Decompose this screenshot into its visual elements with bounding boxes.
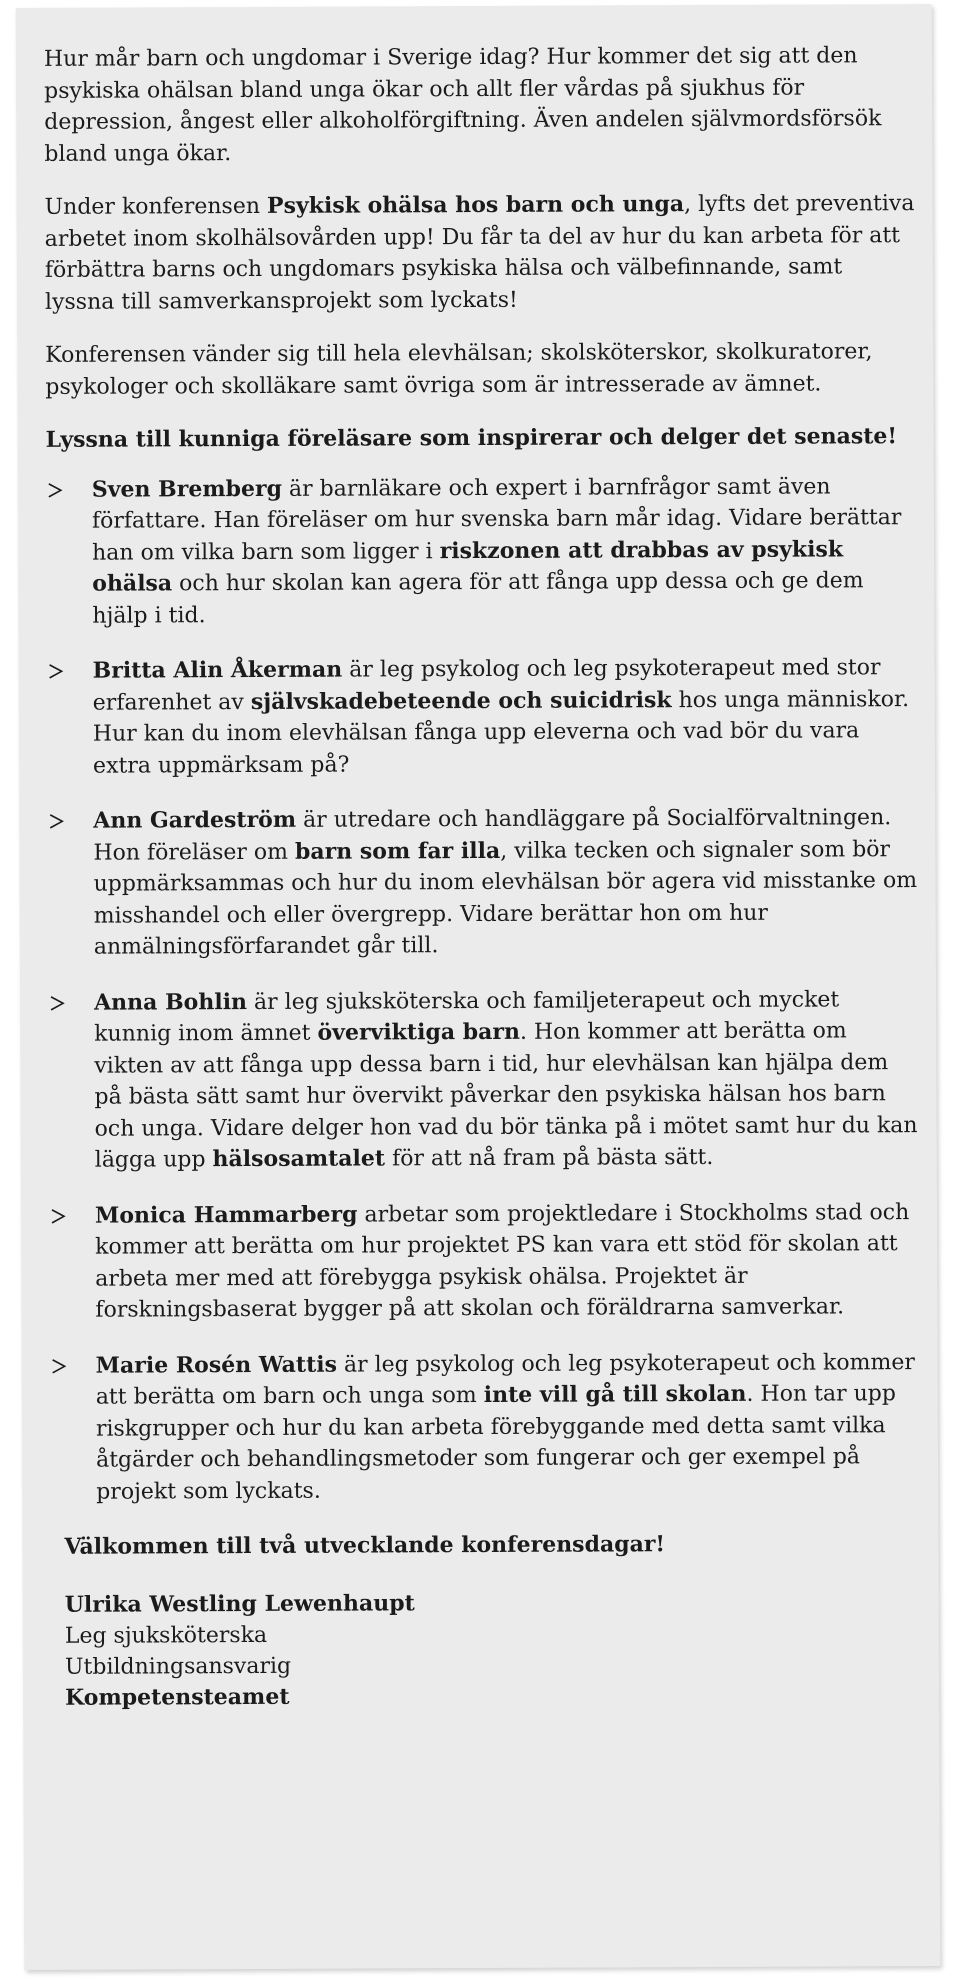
intro-paragraph-2 — [45, 188, 916, 318]
speaker-text: hos unga människor. Hur kan du inom elevhälsan fånga upp eleverna och vad bör du vara extra uppmärksam på? — [92, 686, 910, 779]
signature-org: Kompetensteamet — [65, 1683, 290, 1711]
signature-name: Ulrika Westling Lewenhaupt — [64, 1589, 415, 1618]
speaker-name: Anna Bohlin — [94, 988, 248, 1016]
intro-p2-text-end: , lyfts det preventiva arbetet inom skolhälsovården upp! Du får ta del av hur du kan arbeta för att förbättra barns och ungdomars psykiska hälsa och välbefinnande, samt lyssna till samverkansprojekt som lyckats! — [44, 191, 915, 315]
speaker-item — [49, 1197, 920, 1327]
speaker-item — [50, 1347, 921, 1508]
speaker-item — [47, 802, 918, 963]
speaker-name: Sven Bremberg — [91, 475, 283, 503]
speaker-name: Ann Gardeström — [93, 806, 297, 834]
signature-title-2: Utbildningsansvarig — [64, 1653, 292, 1680]
speaker-text: är leg psykolog och leg psykoterapeut med stor erfarenhet av — [92, 655, 881, 716]
speaker-highlight: barn som far illa — [294, 837, 501, 865]
signature-block — [65, 1586, 922, 1714]
speaker-item — [46, 471, 917, 632]
speaker-text: är leg sjuksköterska och familjeterapeut och mycket kunnig inom ämnet — [94, 986, 840, 1047]
speaker-text: för att nå fram på bästa sätt. — [384, 1144, 714, 1172]
document-sheet — [16, 4, 941, 1970]
arrow-bullet-icon — [50, 995, 65, 1010]
speaker-text: är leg psykolog och leg psykoterapeut och kommer att berätta om barn och unga som — [95, 1349, 915, 1410]
intro-paragraph-1: Hur mår barn och ungdomar i Sverige idag? Hur kommer det sig att den psykiska ohälsan bland unga ökar och allt fler vårdas på sjukhus för depression, ångest eller alkoholförgiftning. Även andelen självmordsförsök bland unga ökar. — [43, 43, 882, 167]
arrow-bullet-icon — [49, 664, 64, 679]
speaker-item — [47, 652, 918, 782]
speaker-text: . Hon tar upp riskgrupper och hur du kan arbeta förebyggande med detta samt vilka åtgärder och behandlingsmetoder som fungerar och ger exempel på projekt som lyckats. — [95, 1381, 896, 1505]
arrow-bullet-icon — [49, 814, 64, 829]
speakers-heading: Lyssna till kunniga föreläsare som inspirerar och delger det senaste! — [45, 423, 898, 453]
welcome-line: Välkommen till två utvecklande konferensdagar! — [64, 1531, 666, 1560]
arrow-bullet-icon — [48, 482, 63, 497]
document-body — [44, 40, 921, 1713]
speaker-highlight: överviktiga barn — [317, 1018, 520, 1046]
conference-title: Psykisk ohälsa hos barn och unga — [266, 191, 685, 219]
signature-title-1: Leg sjuksköterska — [64, 1622, 268, 1649]
speaker-name: Monica Hammarberg — [94, 1201, 358, 1229]
speaker-highlight: inte vill gå till skolan — [483, 1380, 747, 1408]
speaker-item — [48, 984, 919, 1177]
speaker-name: Marie Rosén Wattis — [95, 1351, 338, 1379]
speaker-text: , vilka tecken och signaler som bör uppmärksammas och hur du inom elevhälsan bör agera vid misstanke om misshandel och eller övergrepp. Vidare berättar hon om hur anmälningsförfarandet går till. — [93, 836, 918, 960]
speaker-highlight: självskadebeteende och suicidrisk — [250, 686, 672, 715]
speaker-highlight: hälsosamtalet — [212, 1145, 386, 1173]
arrow-bullet-icon — [52, 1358, 67, 1373]
intro-p2-text: Under konferensen — [44, 193, 268, 220]
speaker-text: och hur skolan kan agera för att fånga upp dessa och ge dem hjälp i tid. — [92, 568, 864, 629]
speaker-text: är utredare och handläggare på Socialförvaltningen. Hon föreläser om — [93, 805, 892, 866]
speaker-text: . Hon kommer att berätta om vikten av att fånga upp dessa barn i tid, hur elevhälsan kan hjälpa dem på bästa sätt samt hur övervikt påverkar den psykiska hälsan hos barn och unga. Vidare delger hon vad du bör tänka på i mötet samt hur du kan lägga upp — [94, 1018, 918, 1173]
speaker-name: Britta Alin Åkerman — [92, 656, 343, 684]
arrow-bullet-icon — [51, 1208, 66, 1223]
intro-paragraph-3: Konferensen vänder sig till hela elevhälsan; skolsköterskor, skolkuratorer, psykologer och skolläkare samt övriga som är intresserade av ämnet. — [45, 339, 873, 400]
speaker-text: är barnläkare och expert i barnfrågor samt även författare. Han föreläser om hur svenska barn mår idag. Vidare berättar han om vilka barn som ligger i — [91, 473, 902, 566]
speaker-text: arbetar som projektledare i Stockholms stad och kommer att berätta om hur projektet PS kan vara ett stöd för skolan att arbeta mer med att förebygga psykisk ohälsa. Projektet är forskningsbaserat bygger på att skolan och föräldrarna samverkar. — [95, 1199, 910, 1323]
speaker-highlight: riskzonen att drabbas av psykisk ohälsa — [92, 535, 844, 597]
